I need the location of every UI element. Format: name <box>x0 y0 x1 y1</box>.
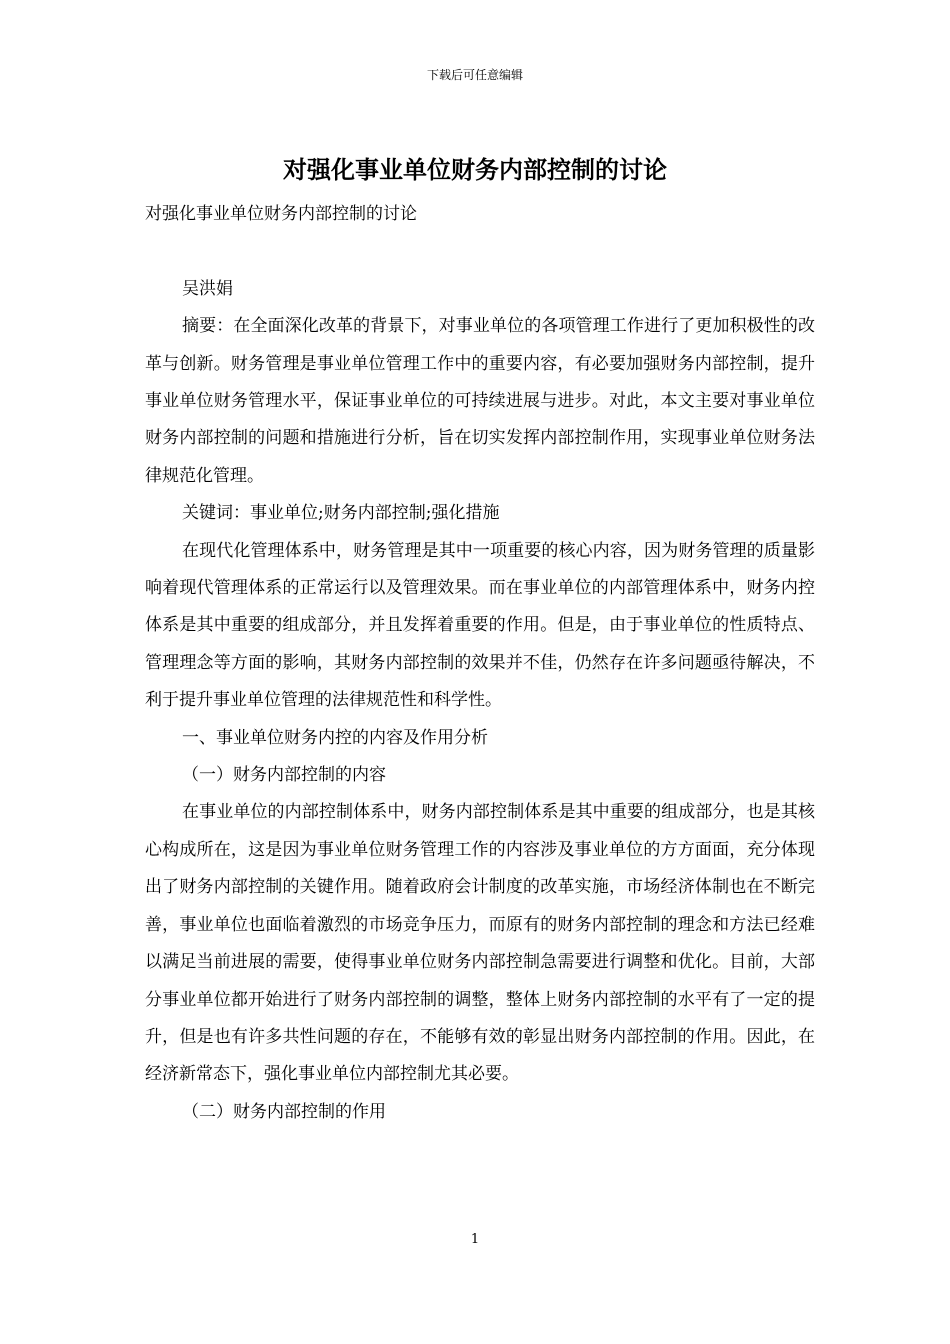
document-body <box>145 196 815 1131</box>
subsection-heading-2: （二）财务内部控制的作用 <box>182 1101 386 1122</box>
document-title: 对强化事业单位财务内部控制的讨论 <box>283 155 667 184</box>
keywords-line: 关键词：事业单位;财务内部控制;强化措施 <box>182 503 500 524</box>
intro-paragraph: 在现代化管理体系中，财务管理是其中一项重要的核心内容，因为财务管理的质量影响着现代管理体系的正常运行以及管理效果。而在事业单位的内部管理体系中，财务内控体系是其中重要的组成部分，并且发挥着重要的作用。但是，由于事业单位的性质特点、管理理念等方面的影响，其财务内部控制的效果并不佳，仍然存在许多问题亟待解决，不利于提升事业单位管理的法律规范性和科学性。 <box>145 540 815 711</box>
header-note: 下载后可任意编辑 <box>426 68 523 82</box>
author-name: 吴洪娟 <box>182 278 233 299</box>
abstract-paragraph: 摘要：在全面深化改革的背景下，对事业单位的各项管理工作进行了更加积极性的改革与创新。财务管理是事业单位管理工作中的重要内容，有必要加强财务内部控制，提升事业单位财务管理水平，保证事业单位的可持续进展与进步。对此，本文主要对事业单位财务内部控制的问题和措施进行分析，旨在切实发挥内部控制作用，实现事业单位财务法律规范化管理。 <box>145 316 815 486</box>
page-number: 1 <box>470 1232 480 1247</box>
document-subtitle: 对强化事业单位财务内部控制的讨论 <box>145 204 417 224</box>
subsection-1-paragraph: 在事业单位的内部控制体系中，财务内部控制体系是其中重要的组成部分，也是其核心构成所在，这是因为事业单位财务管理工作的内容涉及事业单位的方方面面，充分体现出了财务内部控制的关键作用。随着政府会计制度的改革实施，市场经济体制也在不断完善，事业单位也面临着激烈的市场竞争压力，而原有的财务内部控制的理念和方法已经难以满足当前进展的需要，使得事业单位财务内部控制急需要进行调整和优化。目前，大部分事业单位都开始进行了财务内部控制的调整，整体上财务内部控制的水平有了一定的提升，但是也有许多共性问题的存在，不能够有效的彰显出财务内部控制的作用。因此，在经济新常态下，强化事业单位内部控制尤其必要。 <box>145 802 815 1085</box>
section-heading-1: 一、事业单位财务内控的内容及作用分析 <box>182 727 488 748</box>
subsection-heading-1: （一）财务内部控制的内容 <box>182 765 386 786</box>
